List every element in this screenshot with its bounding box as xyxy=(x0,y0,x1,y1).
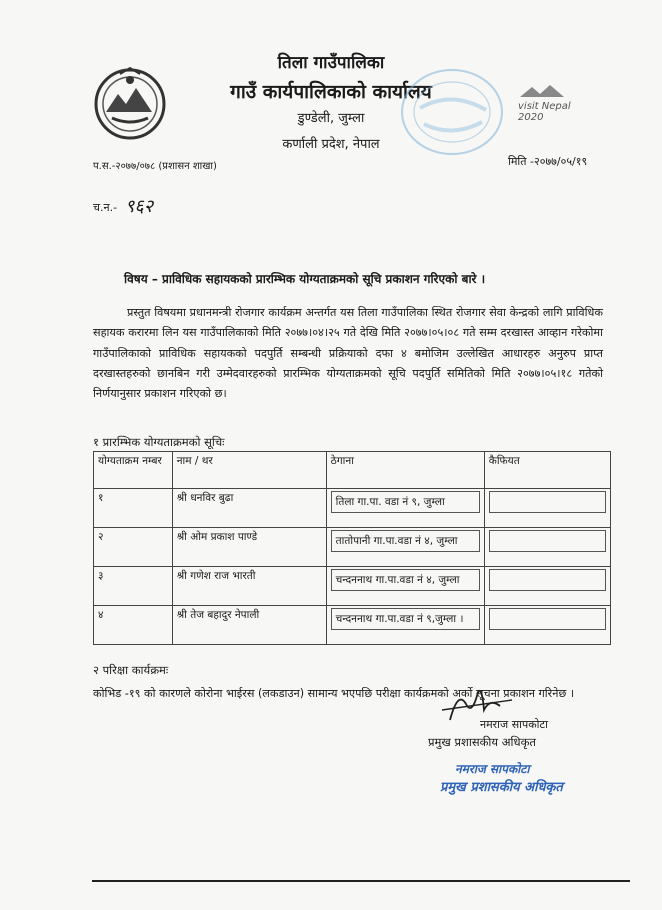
signatory-name: नमराज सापकोटा xyxy=(480,718,548,731)
dispatch-number-value: ९६२ xyxy=(125,196,154,217)
header-address: ठेगाना xyxy=(326,452,484,489)
address-box: चन्दननाथ गा.पा.वडा नं ४, जुम्ला xyxy=(331,569,480,591)
cell-rank: १ xyxy=(94,489,173,528)
letter-date: मिति -२०७७/०५/१९ xyxy=(508,155,588,168)
cell-address xyxy=(326,567,484,606)
table-row xyxy=(94,528,611,567)
header-rank: योग्यताक्रम नम्बर xyxy=(94,452,173,489)
candidate-table xyxy=(93,451,611,645)
cell-name: श्री ओम प्रकाश पाण्डे xyxy=(172,528,326,567)
stamp-title: प्रमुख प्रशासकीय अधिकृत xyxy=(440,780,563,795)
dispatch-number-label: च.न.- xyxy=(93,201,118,214)
cell-remark xyxy=(484,567,610,606)
body-paragraph: प्रस्तुत विषयमा प्रधानमन्त्री रोजगार कार्यक्रम अन्तर्गत यस तिला गाउँपालिका स्थित रोजगार सेवा केन्द्रको लागि प्राविधिक सहायक करारमा लिन यस गाउँपालिकाको मिति २०७७।०४।२५ गते देखि मिति २०७७।०५।०८ गते सम्म दरखास्त आव्हान गरेकोमा गाउँपालिकाको प्राविधिक सहायकको पदपुर्ति सम्बन्धी प्रक्रियाको दफा ४ बमोजिम उल्लेखित आधारहरु अनुरुप प्राप्त दरखास्तहरुको छानबिन गरी उम्मेदवारहरुको प्रारम्भिक योग्यताक्रमको सूचि पदपुर्ति समितिको मिति २०७७।०५।१८ गतेको निर्णयानुसार प्रकाशन गरिएको छ। xyxy=(93,306,603,401)
cell-address xyxy=(326,528,484,567)
remark-box xyxy=(489,530,606,552)
address-box: चन्दननाथ गा.पा.वडा नं ९,जुम्ला । xyxy=(331,608,480,630)
header-name: नाम / थर xyxy=(172,452,326,489)
table-header-row xyxy=(94,452,611,489)
cell-rank: २ xyxy=(94,528,173,567)
table-row xyxy=(94,606,611,645)
cell-rank: ४ xyxy=(94,606,173,645)
stamp-name: नमराज सापकोटा xyxy=(455,762,530,776)
table-row xyxy=(94,567,611,606)
visit-year: 2020 xyxy=(518,112,544,123)
office-name-line1: तिला गाउँपालिका xyxy=(277,53,385,73)
reference-number: प.स.-२०७७/०७८ (प्रशासन शाखा) xyxy=(93,161,217,172)
cell-address xyxy=(326,489,484,528)
remark-box xyxy=(489,608,606,630)
cell-rank: ३ xyxy=(94,567,173,606)
cell-address xyxy=(326,606,484,645)
visit-nepal-logo xyxy=(518,84,596,123)
section1-title: १ प्रारम्भिक योग्यताक्रमको सूचिः xyxy=(93,435,225,449)
address-box: तातोपानी गा.पा.वडा नं ४, जुम्ला xyxy=(331,530,480,552)
office-address-line1: डुण्डेली, जुम्ला xyxy=(297,111,365,126)
cell-name: श्री तेज बहादुर नेपाली xyxy=(172,606,326,645)
cell-remark xyxy=(484,528,610,567)
signatory-title: प्रमुख प्रशासकीय अधिकृत xyxy=(428,735,536,749)
office-stamp-icon xyxy=(390,60,510,160)
cell-name: श्री धनविर बुढा xyxy=(172,489,326,528)
footer-rule xyxy=(92,880,630,882)
cell-remark xyxy=(484,489,610,528)
header-remark: कैफियत xyxy=(484,452,610,489)
section2-title: २ परिक्षा कार्यक्रमः xyxy=(93,663,169,677)
cell-remark xyxy=(484,606,610,645)
remark-box xyxy=(489,569,606,591)
subject-line: विषय – प्राविधिक सहायकको प्रारम्भिक योग्यताक्रमको सूचि प्रकाशन गरिएको बारे । xyxy=(124,272,486,286)
remark-box xyxy=(489,491,606,513)
table-row xyxy=(94,489,611,528)
cell-name: श्री गणेश राज भारती xyxy=(172,567,326,606)
visit-text: visit Nepal xyxy=(518,101,571,112)
mountain-logo-icon xyxy=(518,84,588,98)
exam-notice: कोभिड -१९ को कारणले कोरोना भाईरस (लकडाउन) सामान्य भएपछि परीक्षा कार्यक्रमको अर्को सूचना प्रकाशन गरिनेछ । xyxy=(93,687,575,700)
office-name-line2: गाउँ कार्यपालिकाको कार्यालय xyxy=(230,81,432,103)
office-address-line2: कर्णाली प्रदेश, नेपाल xyxy=(282,137,380,152)
address-box: तिला गा.पा. वडा नं ९, जुम्ला xyxy=(331,491,480,513)
